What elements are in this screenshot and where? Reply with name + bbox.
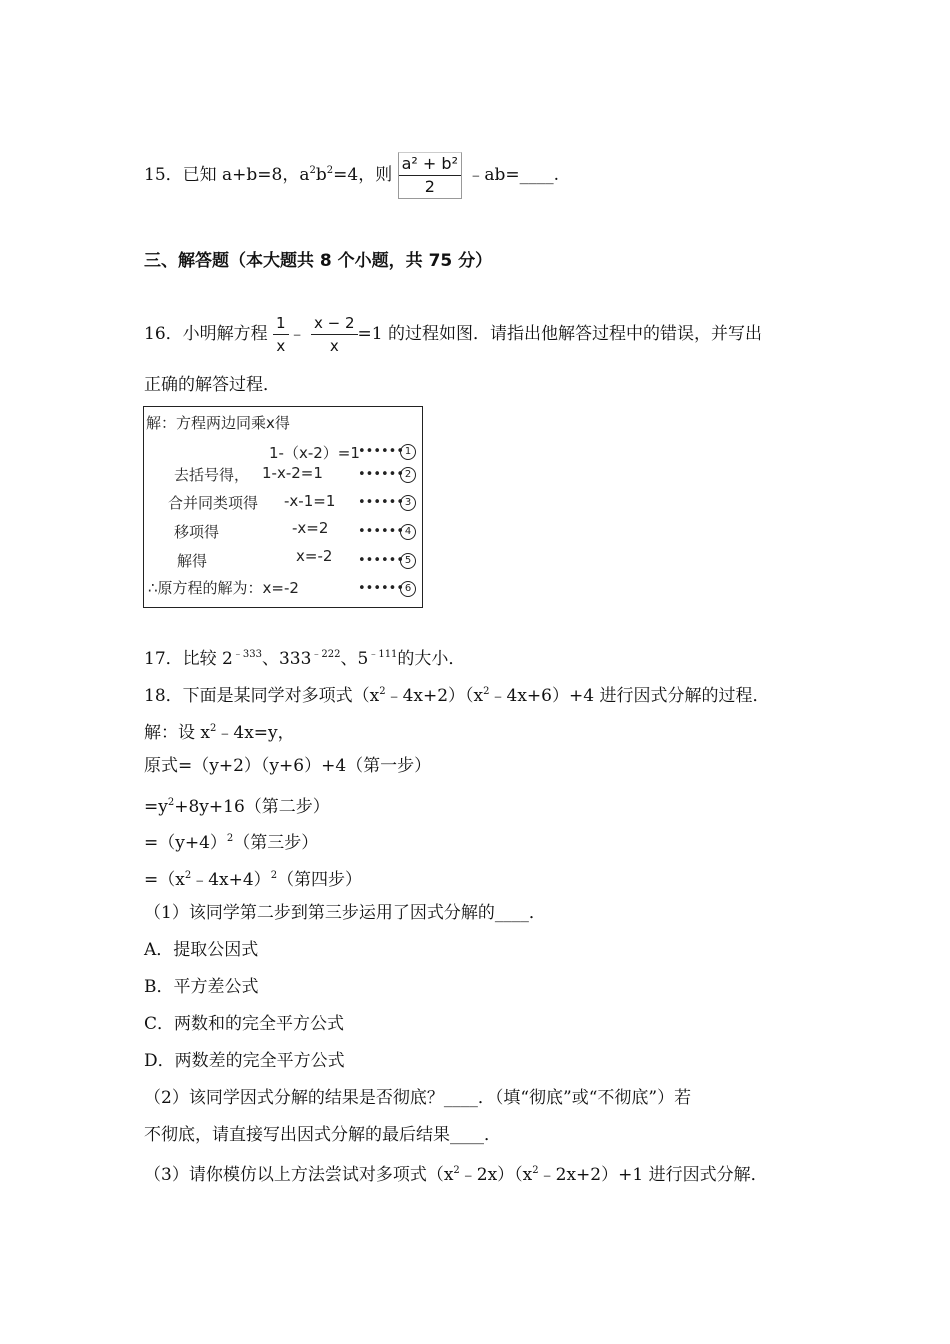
q18-step-1: 原式=（y+2）（y+6）+4（第一步）: [144, 756, 432, 776]
option-a: A．提取公因式: [144, 940, 259, 960]
solution-box: [143, 406, 423, 608]
solution-label: ∴原方程的解为：x=-2: [148, 579, 299, 597]
solution-dots: ••••••: [358, 553, 405, 568]
option-c: C．两数和的完全平方公式: [144, 1014, 345, 1034]
solution-label: 解得: [177, 552, 208, 570]
q18-part-2: （2）该同学因式分解的结果是否彻底？____．（填“彻底”或“不彻底”）若: [144, 1088, 692, 1108]
solution-dots: ••••••: [358, 467, 405, 482]
circled-number: 6: [400, 581, 416, 597]
circled-number: 3: [400, 495, 416, 511]
option-d: D．两数差的完全平方公式: [144, 1051, 345, 1071]
fraction-x-minus-2-over-x: $\frac{x - 2}{x}$: [311, 312, 358, 357]
circled-number: 1: [400, 444, 416, 460]
q18-part-1: （1）该同学第二步到第三步运用了因式分解的____．: [144, 903, 546, 923]
solution-dots: ••••••: [358, 581, 405, 596]
solution-expr: 1-x-2=1: [262, 464, 323, 482]
question-16: 16．小明解方程 $\frac{1}{x}$ ﹣ $\frac{x - 2}{x}$ =1 的过程如图．请指出他解答过程中的错误，并写出: [144, 314, 762, 355]
fraction-1-over-x: $\frac{1}{x}$: [273, 312, 289, 357]
solution-expr: -x=2: [292, 519, 329, 537]
solution-dots: ••••••: [358, 495, 405, 510]
circled-number: 4: [400, 524, 416, 540]
q18-part-3: （3）请你模仿以上方法尝试对多项式$(x^2﹣2x)(x^2﹣2x+2)+1$ 进行因式分解．: [144, 1165, 768, 1185]
solution-title: 解：方程两边同乘x得: [146, 414, 290, 432]
fraction-q15: $\frac{\text{a² + b²}}{2}$: [398, 152, 462, 199]
solution-dots: ••••••: [358, 444, 405, 459]
solution-expr: x=-2: [296, 547, 333, 565]
q18-part-2-cont: 不彻底，请直接写出因式分解的最后结果____．: [144, 1125, 501, 1145]
q18-solution-intro: 解：设 $x^2﹣4x=y$，: [144, 723, 295, 743]
solution-dots: ••••••: [358, 524, 405, 539]
q18-step-4: $=(x^2﹣4x+4)^2$（第四步）: [144, 870, 363, 890]
solution-expr: 1-（x-2）=1: [269, 444, 360, 462]
question-18: 18．下面是某同学对多项式$(x^2﹣4x+2)(x^2﹣4x+6)+4$ 进行因式分解的过程．: [144, 686, 770, 706]
q18-step-2: $=y^2+8y+16$（第二步）: [144, 797, 330, 817]
option-b: B．平方差公式: [144, 977, 259, 997]
solution-expr: -x-1=1: [284, 492, 336, 510]
solution-label: 合并同类项得: [168, 494, 259, 512]
q18-step-3: $=(y+4)^2$（第三步）: [144, 833, 319, 853]
question-15: 15．已知 a+b=8，$a^2b^2=4$，则 $\frac{\text{a² + b²}}{2}$ ﹣ab=____.: [144, 152, 559, 199]
circled-number: 5: [400, 553, 416, 569]
solution-label: 移项得: [174, 523, 220, 541]
question-17: 17．比较 $2^{﹣333}$、$333^{﹣222}$、$5^{﹣111}$的大小．: [144, 649, 466, 669]
solution-label: 去括号得，: [174, 466, 250, 484]
circled-number: 2: [400, 467, 416, 483]
section-heading: 三、解答题（本大题共 8 个小题，共 75 分）: [144, 251, 493, 271]
question-16-line2: 正确的解答过程．: [144, 375, 280, 395]
